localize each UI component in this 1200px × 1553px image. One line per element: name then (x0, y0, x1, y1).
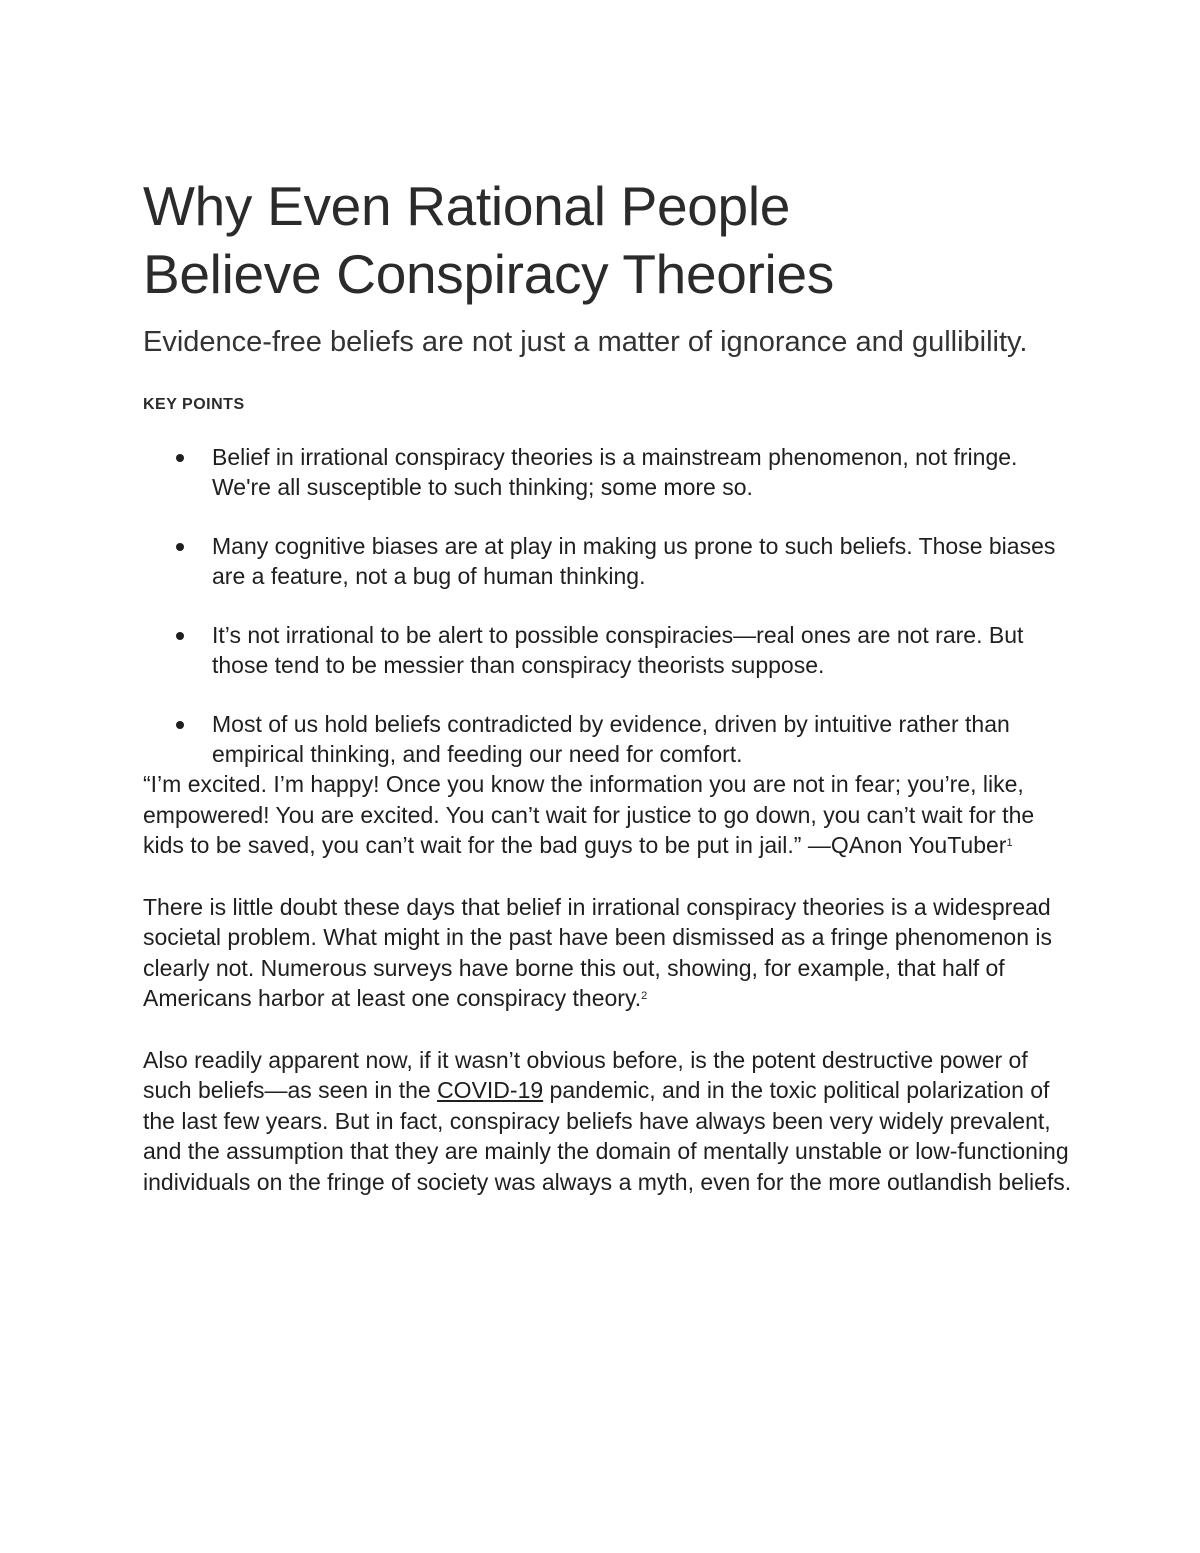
key-point-item (143, 620, 1073, 680)
quote-text: “I’m excited. I’m happy! Once you know the information you are not in fear; you’re, like, empowered! You are excited. You can’t wait for justice to go down, you can’t wait for the kids to be saved, you can’t wait for the bad guys to be put in jail.” —QAnon YouTuber (143, 771, 1035, 858)
article-subtitle: Evidence-free beliefs are not just a matter of ignorance and gullibility. (143, 326, 1028, 358)
key-point-item (143, 531, 1073, 591)
article-title (143, 172, 1073, 308)
quote-paragraph (143, 769, 1073, 861)
key-points-list (143, 442, 1073, 769)
bullet-icon (176, 721, 184, 729)
key-point-item (143, 442, 1073, 502)
footnote-ref-1[interactable]: 1 (1006, 837, 1013, 849)
paragraph-2-text-start: Also readily apparent now, if it wasn’t obvious before, is the potent destructive power of such beliefs—as seen in the (143, 1046, 1028, 1103)
paragraph-1-text: There is little doubt these days that belief in irrational conspiracy theories is a widespread societal problem. What might in the past have been dismissed as a fringe phenomenon is clearly not. Numerous surveys have borne this out, showing, for example, that half of Americans harbor at least one conspiracy theory. (143, 893, 1053, 1011)
footnote-ref-2[interactable]: 2 (641, 990, 648, 1002)
paragraph-2-text-end: pandemic, and in the toxic political polarization of the last few years. But in fact, conspiracy beliefs have always been very widely prevalent, and the assumption that they are mainly the domain of mentally unstable or low-functioning individuals on the fringe of society was always a myth, even for the more outlandish beliefs. (143, 1077, 1072, 1195)
bullet-icon (176, 632, 184, 640)
title-line-1: Why Even Rational People (143, 175, 791, 237)
key-point-text: It’s not irrational to be alert to possible conspiracies—real ones are not rare. But those tend to be messier than conspiracy theorists suppose. (212, 622, 1024, 678)
bullet-icon (176, 543, 184, 551)
covid-19-link[interactable]: COVID-19 (437, 1077, 544, 1103)
body-paragraph-1 (143, 892, 1073, 1014)
article (143, 172, 1073, 1197)
bullet-icon (176, 454, 184, 462)
key-point-text: Belief in irrational conspiracy theories is a mainstream phenomenon, not fringe. We're all susceptible to such thinking; some more so. (212, 444, 1018, 500)
key-points-heading: KEY POINTS (143, 396, 245, 413)
body-paragraph-2 (143, 1045, 1073, 1198)
key-point-item (143, 709, 1073, 769)
key-point-text: Many cognitive biases are at play in making us prone to such beliefs. Those biases are a feature, not a bug of human thinking. (212, 533, 1056, 589)
title-line-2: Believe Conspiracy Theories (143, 243, 834, 305)
key-point-text: Most of us hold beliefs contradicted by evidence, driven by intuitive rather than empirical thinking, and feeding our need for comfort. (212, 711, 1010, 767)
